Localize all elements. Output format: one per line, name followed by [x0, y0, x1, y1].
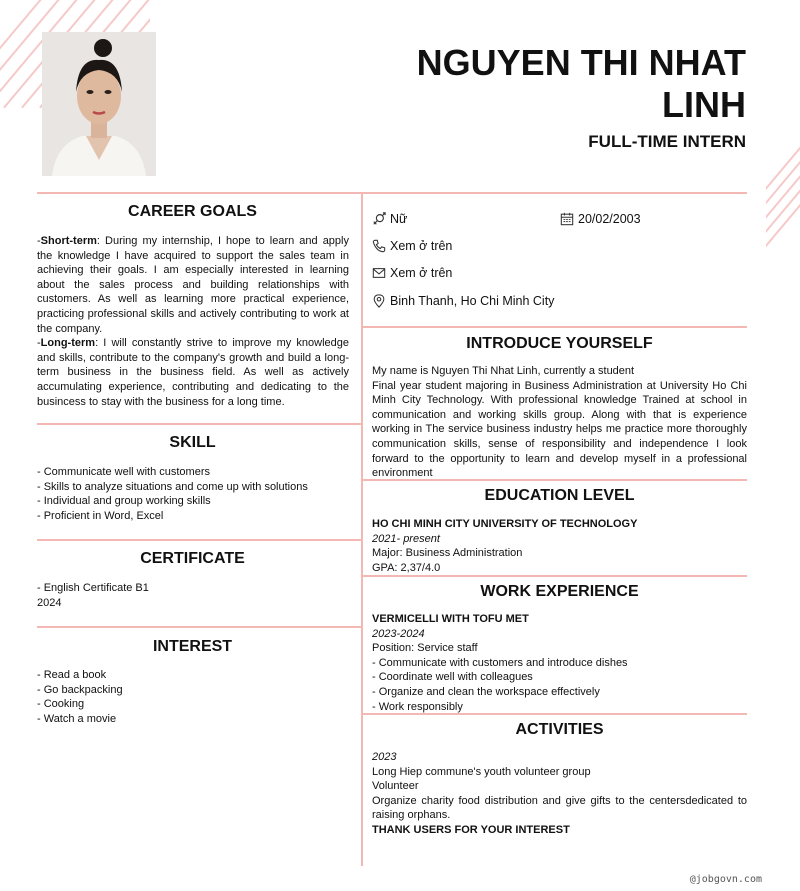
interest-item: - Watch a movie	[37, 712, 117, 725]
dob-row	[560, 212, 641, 226]
divider-top	[37, 192, 747, 194]
location-icon	[372, 294, 386, 308]
skill-list	[37, 465, 349, 523]
portrait-image	[42, 32, 156, 176]
certificate-title: CERTIFICATE	[140, 550, 245, 567]
career-goals-text	[37, 234, 349, 409]
introduce-text	[372, 364, 747, 481]
short-term-label: Short-term	[40, 235, 97, 247]
divider-left-skill	[37, 423, 361, 425]
long-term-text: : I will constantly strive to improve my knowledge and skills, contribute to the company's growth and build a long-term business in the business field. As well as actively accumulating experience, contributing and dedicating to the busincess to stay with the business for a long time.	[37, 337, 349, 408]
phone-row	[372, 239, 452, 253]
name-line-1: NGUYEN THI NHAT	[416, 42, 746, 83]
watermark: @jobgovn.com	[689, 874, 762, 885]
work-item: - Coordinate well with colleagues	[372, 671, 533, 684]
activity-group: Long Hiep commune's youth volunteer group	[372, 765, 591, 778]
activity-year: 2023	[372, 751, 397, 763]
work-position: Position: Service staff	[372, 642, 478, 655]
education-details	[372, 517, 747, 575]
education-period: 2021- present	[372, 532, 440, 545]
short-term-text: : During my internship, I hope to learn and apply the knowledge I have acquired to support the sales team in achieving their goals. I am especially interested in learning about the sales process and building relationships with customers. As well as learning more practical experience, practicing professional skills and actively contributing to work at the company.	[37, 235, 349, 335]
email-value: Xem ở trên	[390, 266, 453, 280]
thanks-note: THANK USERS FOR YOUR INTEREST	[372, 823, 570, 836]
address-row	[372, 294, 554, 308]
gender-icon	[372, 212, 386, 226]
skill-item: - Individual and group working skills	[37, 495, 211, 508]
mail-icon	[372, 266, 386, 280]
divider-vertical	[361, 192, 363, 866]
divider-right-introduce	[363, 326, 747, 328]
skill-title: SKILL	[169, 434, 216, 451]
introduce-line: My name is Nguyen Thi Nhat Linh, currently a student	[372, 365, 635, 377]
activity-role: Volunteer	[372, 780, 419, 793]
long-term-label: Long-term	[40, 337, 96, 350]
work-company: VERMICELLI WITH TOFU MET	[372, 613, 529, 625]
email-row	[372, 266, 452, 280]
education-major: Major: Business Administration	[372, 547, 523, 560]
divider-left-certificate	[37, 539, 361, 541]
interest-list	[37, 668, 349, 726]
education-gpa: GPA: 2,37/4.0	[372, 561, 441, 574]
certificate-list	[37, 581, 349, 610]
activity-description: Organize charity food distribution and give gifts to the centersdedicated to raising orphans.	[372, 794, 747, 822]
calendar-icon	[560, 212, 574, 226]
profile-photo	[42, 32, 156, 176]
decorative-stripes-right	[766, 80, 800, 295]
work-period: 2023-2024	[372, 627, 425, 640]
introduce-title: INTRODUCE YOURSELF	[466, 335, 653, 352]
interest-item: - Cooking	[37, 698, 85, 711]
school-name: HO CHI MINH CITY UNIVERSITY OF TECHNOLOGY	[372, 518, 638, 530]
certificate-year: 2024	[37, 596, 62, 609]
introduce-paragraph: Final year student majoring in Business Administration at University Ho Chi Minh City Technology. With professional knowledge Trained at school in communication and working skills group. Along with that is experience working in The service business industry helps me practice more thoroughly communication skills, sense of responsibility and independence I look forward to the opportunity to learn and develop myself in a professional environment	[372, 379, 747, 480]
education-title: EDUCATION LEVEL	[484, 487, 635, 504]
work-item: - Work responsibly	[372, 700, 463, 713]
work-item: - Organize and clean the workspace effectively	[372, 685, 600, 698]
skill-item: - Proficient in Word, Excel	[37, 509, 164, 522]
candidate-name	[366, 42, 746, 126]
work-details	[372, 612, 747, 714]
activities-details	[372, 750, 747, 838]
work-title: WORK EXPERIENCE	[480, 583, 639, 600]
interest-item: - Go backpacking	[37, 683, 123, 696]
phone-icon	[372, 239, 386, 253]
long-term-goal: -Long-term: I will constantly strive to improve my knowledge and skills, contribute to the company's growth and build a long-term business in the business field. As well as actively accumulating experience, contributing and dedicating to the busincess to stay with the business for a long time.	[37, 337, 349, 408]
interest-item: - Read a book	[37, 669, 107, 681]
certificate-item: - English Certificate B1	[37, 582, 149, 594]
gender-value: Nữ	[390, 212, 408, 226]
interest-title: INTEREST	[152, 638, 233, 655]
activities-title: ACTIVITIES	[515, 721, 604, 738]
career-goals-title: CAREER GOALS	[128, 203, 257, 220]
gender-row	[372, 212, 407, 226]
phone-value: Xem ở trên	[390, 239, 453, 253]
skill-item: - Communicate well with customers	[37, 466, 210, 478]
skill-item: - Skills to analyze situations and come up with solutions	[37, 480, 308, 493]
short-term-goal: -Short-term: During my internship, I hope to learn and apply the knowledge I have acquired to support the sales team in achieving their goals. I am especially interested in learning about the sales process and building relationships with customers. As well as learning more practical experience, practicing professional skills and actively contributing to work at the company.	[37, 235, 349, 335]
dob-value: 20/02/2003	[578, 212, 641, 226]
address-value: Binh Thanh, Ho Chi Minh City	[390, 294, 555, 308]
divider-left-interest	[37, 626, 361, 628]
job-title: FULL-TIME INTERN	[588, 132, 746, 151]
name-line-2: LINH	[662, 84, 746, 125]
work-item: - Communicate with customers and introduce dishes	[372, 656, 628, 669]
